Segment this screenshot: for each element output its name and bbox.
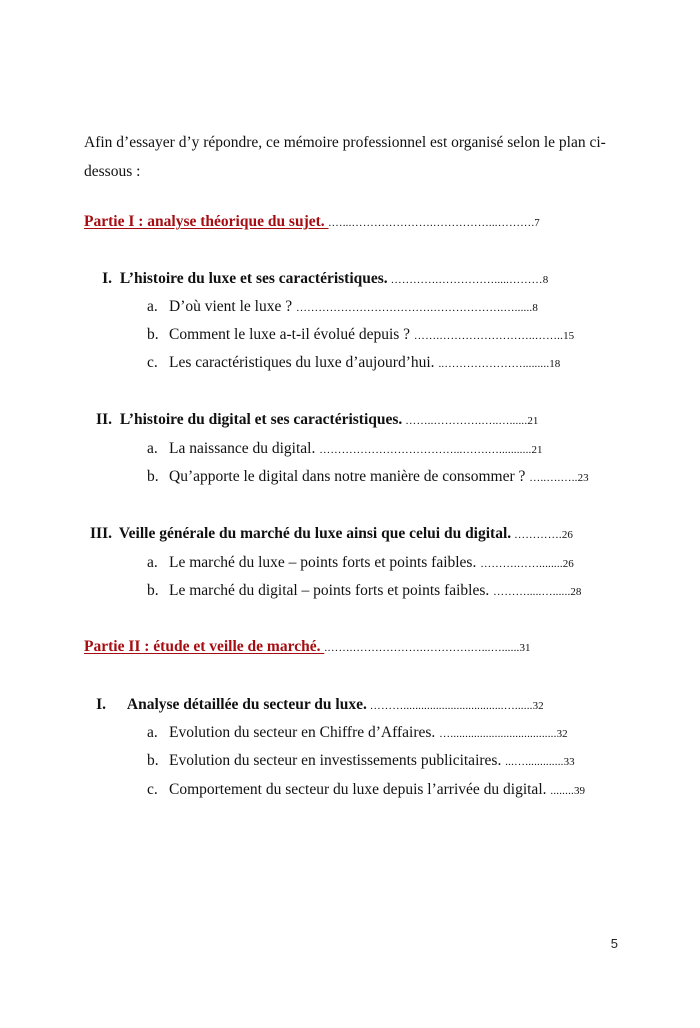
- leader-dots: ………………………………...…….…...........: [319, 444, 532, 456]
- toc-section-3[interactable]: [82, 525, 700, 543]
- page-ref: 21: [527, 415, 539, 427]
- section-number: I.: [96, 696, 106, 713]
- page-ref: 23: [577, 472, 589, 484]
- leader-dots: ........: [550, 785, 574, 797]
- leader-dots: …..….…..: [529, 472, 578, 484]
- leader-dots: ………….…………….....………: [387, 274, 543, 286]
- toc-subsection[interactable]: [147, 468, 700, 486]
- toc-subsection[interactable]: [147, 326, 700, 344]
- toc-part-1[interactable]: [84, 213, 700, 231]
- subsection-letter: b.: [147, 752, 159, 769]
- toc-section-2[interactable]: [88, 411, 700, 429]
- leader-dots: ………….: [511, 529, 562, 541]
- leader-dots: ……..………….…..…......: [402, 415, 528, 427]
- subsection-letter: a.: [147, 554, 158, 571]
- page-ref: 15: [563, 330, 575, 342]
- page-ref: 18: [549, 358, 561, 370]
- subsection-letter: a.: [147, 298, 158, 315]
- subsection-title: Evolution du secteur en Chiffre d’Affaires.: [169, 724, 440, 741]
- toc-section-4[interactable]: [94, 696, 700, 714]
- page-ref: 26: [562, 558, 574, 570]
- toc-subsection[interactable]: [147, 554, 700, 572]
- subsection-letter: b.: [147, 468, 159, 485]
- page-ref: 31: [519, 642, 531, 654]
- page-number: 5: [610, 936, 618, 951]
- subsection-title: La naissance du digital.: [169, 440, 320, 457]
- toc-subsection[interactable]: [147, 724, 700, 742]
- subsection-title: Les caractéristiques du luxe d’aujourd’hui.: [169, 354, 439, 371]
- page-ref: 8: [532, 302, 538, 314]
- intro-paragraph: Afin d’essayer d’y répondre, ce mémoire professionnel est organisé selon le plan ci-dessous :: [84, 134, 606, 180]
- part-2-title: Partie II : étude et veille de marché.: [84, 638, 325, 655]
- subsection-letter: a.: [147, 440, 158, 457]
- subsection-letter: b.: [147, 582, 159, 599]
- subsection-title: D’où vient le luxe ?: [169, 298, 296, 315]
- leader-dots: ………..................................…......: [366, 700, 533, 712]
- toc-section-1[interactable]: [94, 270, 700, 288]
- toc-subsection[interactable]: [147, 440, 700, 458]
- leader-dots: …….……………………..……..: [413, 330, 564, 342]
- page-ref: 39: [573, 785, 585, 797]
- leader-dots: ……………………………….……………….…......: [295, 302, 533, 314]
- leader-dots: ……….……........: [480, 558, 563, 570]
- leader-dots: ...….............: [505, 756, 564, 768]
- subsection-letter: b.: [147, 326, 159, 343]
- page-ref: 32: [556, 728, 568, 740]
- section-title: Veille générale du marché du luxe ainsi que celui du digital.: [118, 525, 512, 542]
- toc-part-2[interactable]: [84, 638, 700, 656]
- page-ref: 7: [534, 217, 540, 229]
- toc-subsection[interactable]: [147, 354, 700, 372]
- subsection-letter: a.: [147, 724, 158, 741]
- section-title: Analyse détaillée du secteur du luxe.: [126, 696, 367, 713]
- subsection-title: Qu’apporte le digital dans notre manière de consommer ?: [169, 468, 530, 485]
- subsection-title: Comportement du secteur du luxe depuis l’arrivée du digital.: [169, 781, 551, 798]
- part-1-title: Partie I : analyse théorique du sujet.: [84, 213, 329, 230]
- toc-subsection[interactable]: [147, 298, 700, 316]
- page-ref: 8: [542, 274, 549, 286]
- page-ref: 33: [563, 756, 575, 768]
- toc-subsection[interactable]: [147, 582, 700, 600]
- section-number: II.: [96, 411, 112, 428]
- leader-dots: .…...………………….……………...……….: [328, 217, 535, 229]
- section-title: L’histoire du luxe et ses caractéristiques.: [119, 270, 388, 287]
- subsection-title: Comment le luxe a-t-il évolué depuis ?: [169, 326, 414, 343]
- page-ref: 32: [532, 700, 544, 712]
- toc-subsection[interactable]: [147, 781, 700, 799]
- subsection-title: Le marché du luxe – points forts et points faibles.: [169, 554, 481, 571]
- leader-dots: …....................................: [439, 728, 557, 740]
- leader-dots: ……….....…......: [493, 586, 571, 598]
- section-number: I.: [102, 270, 112, 287]
- subsection-title: Evolution du secteur en investissements publicitaires.: [169, 752, 506, 769]
- leader-dots: ..………………….........: [438, 358, 550, 370]
- subsection-letter: c.: [147, 781, 158, 798]
- leader-dots: .…….……………….………….…...…......: [324, 642, 520, 654]
- page-ref: 28: [570, 586, 582, 598]
- section-number: III.: [90, 525, 112, 542]
- subsection-letter: c.: [147, 354, 158, 371]
- toc-subsection[interactable]: [147, 752, 700, 770]
- section-title: L’histoire du digital et ses caractéristiques.: [119, 411, 403, 428]
- subsection-title: Le marché du digital – points forts et points faibles.: [169, 582, 494, 599]
- page-ref: 26: [561, 529, 573, 541]
- page-ref: 21: [531, 444, 543, 456]
